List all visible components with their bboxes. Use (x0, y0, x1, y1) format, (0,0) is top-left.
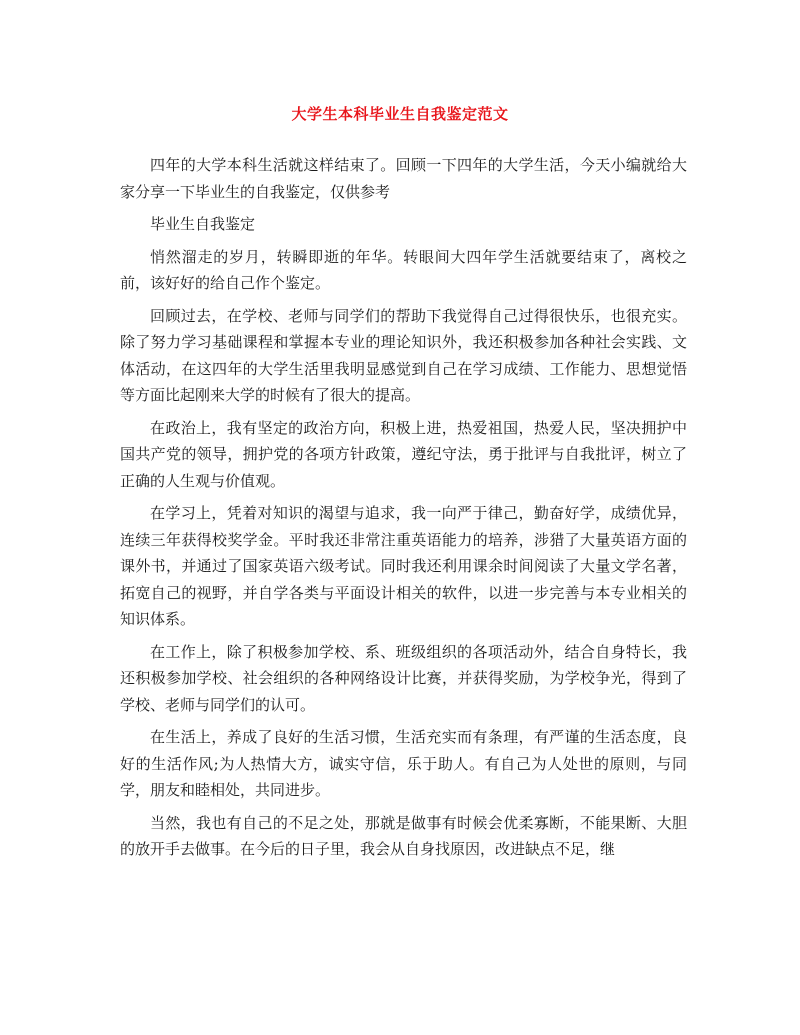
body-paragraph: 在工作上，除了积极参加学校、系、班级组织的各项活动外，结合自身特长，我还积极参加学校、社会组织的各种网络设计比赛，并获得奖励，为学校争光，得到了学校、老师与同学们的认可。 (120, 642, 687, 714)
intro-paragraph: 四年的大学本科生活就这样结束了。回顾一下四年的大学生活，今天小编就给大家分享一下毕业生的自我鉴定，仅供参考 (120, 156, 687, 201)
body-paragraph: 悄然溜走的岁月，转瞬即逝的年华。转眼间大四年学生活就要结束了，离校之前，该好好的给自己作个鉴定。 (120, 247, 687, 292)
body-paragraph: 回顾过去，在学校、老师与同学们的帮助下我觉得自己过得很快乐，也很充实。除了努力学习基础课程和掌握本专业的理论知识外，我还积极参加各种社会实践、文体活动，在这四年的大学生活里我明显感觉到自己在学习成绩、工作能力、思想觉悟等方面比起刚来大学的时候有了很大的提高。 (120, 306, 687, 404)
body-paragraph: 在政治上，我有坚定的政治方向，积极上进，热爱祖国，热爱人民，坚决拥护中国共产党的领导，拥护党的各项方针政策，遵纪守法，勇于批评与自我批评，树立了正确的人生观与价值观。 (120, 418, 687, 490)
section-heading: 毕业生自我鉴定 (150, 215, 256, 233)
body-paragraph: 在生活上，养成了良好的生活习惯，生活充实而有条理，有严谨的生活态度，良好的生活作风;为人热情大方，诚实守信，乐于助人。有自己为人处世的原则，与同学，朋友和睦相处，共同进步。 (120, 728, 687, 799)
document-body (120, 152, 687, 869)
document-title: 大学生本科毕业生自我鉴定范文 (291, 105, 509, 123)
body-paragraph: 在学习上，凭着对知识的渴望与追求，我一向严于律己，勤奋好学，成绩优异，连续三年获得校奖学金。平时我还非常注重英语能力的培养，涉猎了大量英语方面的课外书，并通过了国家英语六级考试。同时我还利用课余时间阅读了大量文学名著，拓宽自己的视野，并自学各类与平面设计相关的软件，以进一步完善与本专业相关的知识体系。 (120, 504, 687, 628)
body-paragraph: 当然，我也有自己的不足之处，那就是做事有时候会优柔寡断，不能果断、大胆的放开手去做事。在今后的日子里，我会从自身找原因，改进缺点不足，继 (120, 813, 687, 858)
